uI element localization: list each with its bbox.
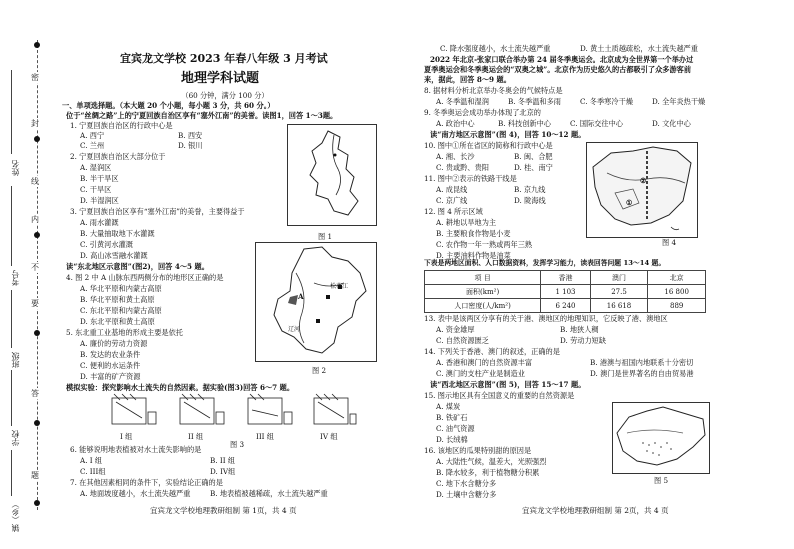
question-stem: 12. 图 4 所示区域 <box>424 207 483 216</box>
school-blank[interactable] <box>11 370 12 426</box>
option[interactable]: B. 大量抽取地下水灌溉 <box>80 229 155 238</box>
option[interactable]: A. 湘、长沙 <box>436 152 475 161</box>
south-china-map-icon <box>587 143 697 237</box>
question-stem: 3. 宁夏回族自治区享有“塞外江南”的美誉，主要得益于 <box>70 207 245 216</box>
group-label: III 组 <box>256 432 274 441</box>
binding-hole <box>34 136 40 142</box>
table-header: 项 目 <box>425 271 541 285</box>
seal-char: 封 <box>31 119 39 128</box>
river-label: 辽河 <box>288 326 301 333</box>
question-stem: 5. 东北重工业基地的形成主要是依托 <box>66 328 183 337</box>
group-label: I 组 <box>120 432 133 441</box>
option[interactable]: D. 银川 <box>178 141 203 150</box>
town-label: 镇（乡） <box>11 500 20 532</box>
option[interactable]: D. 丰富的矿产资源 <box>80 372 141 381</box>
question-stem: 13. 表中是该两区分享有的关于港、澳地区的地理知识，它反映了港、澳地区 <box>424 314 668 323</box>
town-blank[interactable] <box>11 450 12 496</box>
question-stem: 1. 宁夏回族自治区的行政中心是 <box>70 121 173 130</box>
question-stem: 10. 图中①所在省区的简称和行政中心是 <box>424 141 553 150</box>
seal-dashed-line <box>37 40 38 510</box>
option[interactable]: B. 半干旱区 <box>80 174 119 183</box>
passage-text: 夏季奥运会和冬季奥运会的“双奥之城”。北京作为历史悠久的古都吸引了众多游客前 <box>424 65 692 74</box>
passage-text: 2022 年北京-张家口联合举办第 24 届冬季奥运会。北京成为全世界第一个举办过 <box>430 55 694 64</box>
option[interactable]: C. 农作物一年一熟或两年三熟 <box>436 240 533 249</box>
table-cell: 16 800 <box>648 285 706 299</box>
option[interactable]: A. 湿润区 <box>80 163 112 172</box>
option[interactable]: C. III组 <box>80 467 106 476</box>
binding-hole <box>34 330 40 336</box>
seal-char: 密 <box>31 73 39 82</box>
option[interactable]: A. 资金雄厚 <box>436 325 475 334</box>
passage-text: 读“西北地区示意图”(图 5)，回答 15～17 题。 <box>430 380 586 389</box>
marker-1: ① <box>626 198 633 207</box>
passage-text: 读“南方地区示意图”(图 4)，回答 10～12 题。 <box>430 130 586 139</box>
river-label: 松花江 <box>330 283 349 290</box>
option[interactable]: B. 科技创新中心 <box>498 119 551 128</box>
option[interactable]: B. 地狭人稠 <box>560 325 599 334</box>
table-row <box>425 299 706 313</box>
option[interactable]: C. 干旱区 <box>80 185 112 194</box>
binding-hole <box>34 500 40 506</box>
option[interactable]: B. II 组 <box>210 456 236 465</box>
option[interactable]: B. 港澳与祖国内地联系十分密切 <box>590 358 694 367</box>
question-stem: 7. 在其他因素相同的条件下，实验结论正确的是 <box>70 478 223 487</box>
seal-char: 答 <box>31 389 39 398</box>
question-stem: 15. 图示地区具有全国意义的重要的自然资源是 <box>424 391 575 400</box>
option[interactable]: D. 半湿润区 <box>80 196 119 205</box>
option[interactable]: B. 京九线 <box>514 185 546 194</box>
question-stem: 2. 宁夏回族自治区大部分位于 <box>70 152 166 161</box>
mountain-label-a: A <box>298 292 304 301</box>
exam-meta: （60 分钟，满分 100 分） <box>181 91 269 100</box>
option[interactable]: D. 土壤中含糖分多 <box>436 490 497 499</box>
option[interactable]: C. 冬季寒冷干燥 <box>580 97 633 106</box>
school-label: 学校 <box>11 430 20 446</box>
section-heading: 一、单项选择题。（本大题 20 个小题，每小题 3 分，共 60 分。） <box>62 101 275 110</box>
option[interactable]: A. I 组 <box>80 456 103 465</box>
seal-char: 不 <box>31 263 39 272</box>
option[interactable]: A. 西宁 <box>80 131 105 140</box>
option[interactable]: C. 降水强度越小，水土流失越严重 <box>440 44 551 53</box>
data-table <box>424 270 706 313</box>
option[interactable]: D. 长绒棉 <box>436 435 468 444</box>
option[interactable]: D. 高山冰雪融水灌溉 <box>80 251 148 260</box>
option[interactable]: C. 便利的水运条件 <box>80 361 141 370</box>
option[interactable]: B. 地表植被越稀疏，水土流失越严重 <box>210 489 328 498</box>
group-label: IV 组 <box>320 432 338 441</box>
option[interactable]: A. 大陆性气候，温差大，光照强烈 <box>436 457 547 466</box>
name-blank[interactable] <box>11 70 12 154</box>
option[interactable]: A. 雨水灌溉 <box>80 218 119 227</box>
option[interactable]: B. 华北平原和黄土高原 <box>80 295 155 304</box>
option[interactable]: C. 地下水含糖分多 <box>436 479 497 488</box>
option[interactable]: A. 冬季温和湿润 <box>436 97 489 106</box>
option[interactable]: A. 煤炭 <box>436 402 461 411</box>
option[interactable]: C. 自然资源匮乏 <box>436 336 489 345</box>
northeast-map-icon <box>256 243 376 361</box>
table-cell: 16 618 <box>590 299 648 313</box>
passage-text: 模拟实验：探究影响水土流失的自然因素。据实验(图3)回答 6～7 题。 <box>66 383 295 392</box>
table-cell: 1 103 <box>541 285 590 299</box>
binding-hole <box>34 420 40 426</box>
figure-1-map <box>287 124 377 226</box>
option[interactable]: D. 东北平原和黄土高原 <box>80 317 155 326</box>
option[interactable]: B. 主要粮食作物是小麦 <box>436 229 511 238</box>
binding-hole <box>34 232 40 238</box>
seal-char: 内 <box>31 215 39 224</box>
table-cell: 889 <box>648 299 706 313</box>
table-cell: 面积(km²) <box>425 285 541 299</box>
figure-2-caption: 图 2 <box>312 366 327 375</box>
option[interactable]: B. 西安 <box>178 131 203 140</box>
table-cell: 6 240 <box>541 299 590 313</box>
seal-char: 题 <box>31 471 39 480</box>
option[interactable]: C. 澳门的支柱产业是制造业 <box>436 369 525 378</box>
exam-number-blank[interactable] <box>11 186 12 266</box>
figure-2-map <box>255 242 377 362</box>
question-stem: 14. 下列关于香港、澳门的叙述，正确的是 <box>424 347 560 356</box>
name-label: 姓名 <box>11 160 20 176</box>
option[interactable]: C. 东北平原和内蒙古高原 <box>80 306 162 315</box>
ningxia-map-icon <box>288 125 376 225</box>
option[interactable]: B. 闽、合肥 <box>514 152 553 161</box>
option[interactable]: D. 全年炎热干燥 <box>652 97 706 106</box>
table-row <box>425 285 706 299</box>
experiment-diagram-icon <box>108 392 358 432</box>
question-stem: 8. 据材料分析北京举办冬奥会的气候特点是 <box>424 86 563 95</box>
option[interactable]: C. 贵或黔、贵阳 <box>436 163 489 172</box>
passage-text: 位于“丝绸之路”上的宁夏回族自治区享有“塞外江南”的美誉。读图1，回答 1～3题。 <box>66 111 338 120</box>
passage-text: 读“东北地区示意图”(图2)，回答 4～5 题。 <box>66 262 209 271</box>
option[interactable]: D. 黄土土质越疏松，水土流失越严重 <box>580 44 698 53</box>
option[interactable]: A. 成昆线 <box>436 185 468 194</box>
question-stem: 6. 能够说明地表植被对水土流失影响的是 <box>70 445 202 454</box>
question-stem: 9. 冬季奥运会成功举办体现了北京的 <box>424 108 541 117</box>
figure-3-caption: 图 3 <box>230 440 245 449</box>
option[interactable]: D. 陇海线 <box>514 196 546 205</box>
group-label: II 组 <box>188 432 204 441</box>
option[interactable]: D. IV组 <box>210 467 236 476</box>
option[interactable]: A. 廉价的劳动力资源 <box>80 339 148 348</box>
option[interactable]: D. 桂、南宁 <box>514 163 553 172</box>
figure-1-caption: 图 1 <box>318 232 333 241</box>
figure-5-map <box>612 402 710 474</box>
option[interactable]: B. 发达的农业条件 <box>80 350 141 359</box>
option[interactable]: D. 澳门是世界著名的自由贸易港 <box>590 369 694 378</box>
northwest-map-icon <box>613 403 709 473</box>
question-stem: 11. 图中②表示的铁路干线是 <box>424 174 517 183</box>
option[interactable]: A. 华北平原和内蒙古高原 <box>80 284 162 293</box>
table-header: 北京 <box>648 271 706 285</box>
option[interactable]: C. 兰州 <box>80 141 105 150</box>
option[interactable]: C. 油气资源 <box>436 424 475 433</box>
exam-number-label: 考号 <box>11 270 20 286</box>
option[interactable]: D. 劳动力短缺 <box>560 336 607 345</box>
passage-text: 来，据此，回答 8～9 题。 <box>424 75 511 84</box>
page-footer: 宜宾龙文学校地理教研组制 第 1页，共 4 页 <box>150 506 297 515</box>
option[interactable]: D. 主要油料作物是油菜 <box>436 251 511 260</box>
option[interactable]: C. 国际交往中心 <box>570 119 623 128</box>
figure-4-caption: 图 4 <box>662 238 677 247</box>
figure-4-map <box>586 142 698 238</box>
table-cell: 27.5 <box>590 285 648 299</box>
option[interactable]: B. 冬季温和多雨 <box>508 97 561 106</box>
table-header-row <box>425 271 706 285</box>
exam-subtitle: 地理学科试题 <box>180 71 259 86</box>
option[interactable]: B. 铁矿石 <box>436 413 468 422</box>
question-stem: 4. 图 2 中 A 山脉东西两侧分布的地形区正确的是 <box>66 273 224 282</box>
option[interactable]: A. 香港和澳门的自然资源丰富 <box>436 358 533 367</box>
seal-char: 线 <box>31 177 39 186</box>
option[interactable]: A. 耕地以旱地为主 <box>436 218 497 227</box>
option[interactable]: C. 京广线 <box>436 196 468 205</box>
table-header: 澳门 <box>590 271 648 285</box>
option[interactable]: A. 政治中心 <box>436 119 475 128</box>
binding-hole <box>34 42 40 48</box>
exam-title: 宜宾龙文学校 2023 年春八年级 3 月考试 <box>120 52 328 65</box>
marker-2: ② <box>640 176 647 185</box>
passage-text: 下表是两地区面积、人口数据资料，发挥学习能力，读表回答问题 13～14 题。 <box>424 259 666 267</box>
option[interactable]: C. 引黄河水灌溉 <box>80 240 133 249</box>
class-blank[interactable] <box>11 290 12 348</box>
table-header: 香港 <box>541 271 590 285</box>
question-stem: 16. 该地区的瓜果特别甜的原因是 <box>424 446 532 455</box>
table-cell: 人口密度(人/km²) <box>425 299 541 313</box>
option[interactable]: A. 地面坡度越小，水土流失越严重 <box>80 489 191 498</box>
seal-char: 要 <box>31 299 39 308</box>
page-footer: 宜宾龙文学校地理教研组制 第 2页，共 4 页 <box>522 506 669 515</box>
option[interactable]: D. 文化中心 <box>652 119 691 128</box>
option[interactable]: B. 降水较多，利于植物糖分积累 <box>436 468 540 477</box>
figure-5-caption: 图 5 <box>654 476 669 485</box>
class-label: 班级 <box>11 352 20 368</box>
